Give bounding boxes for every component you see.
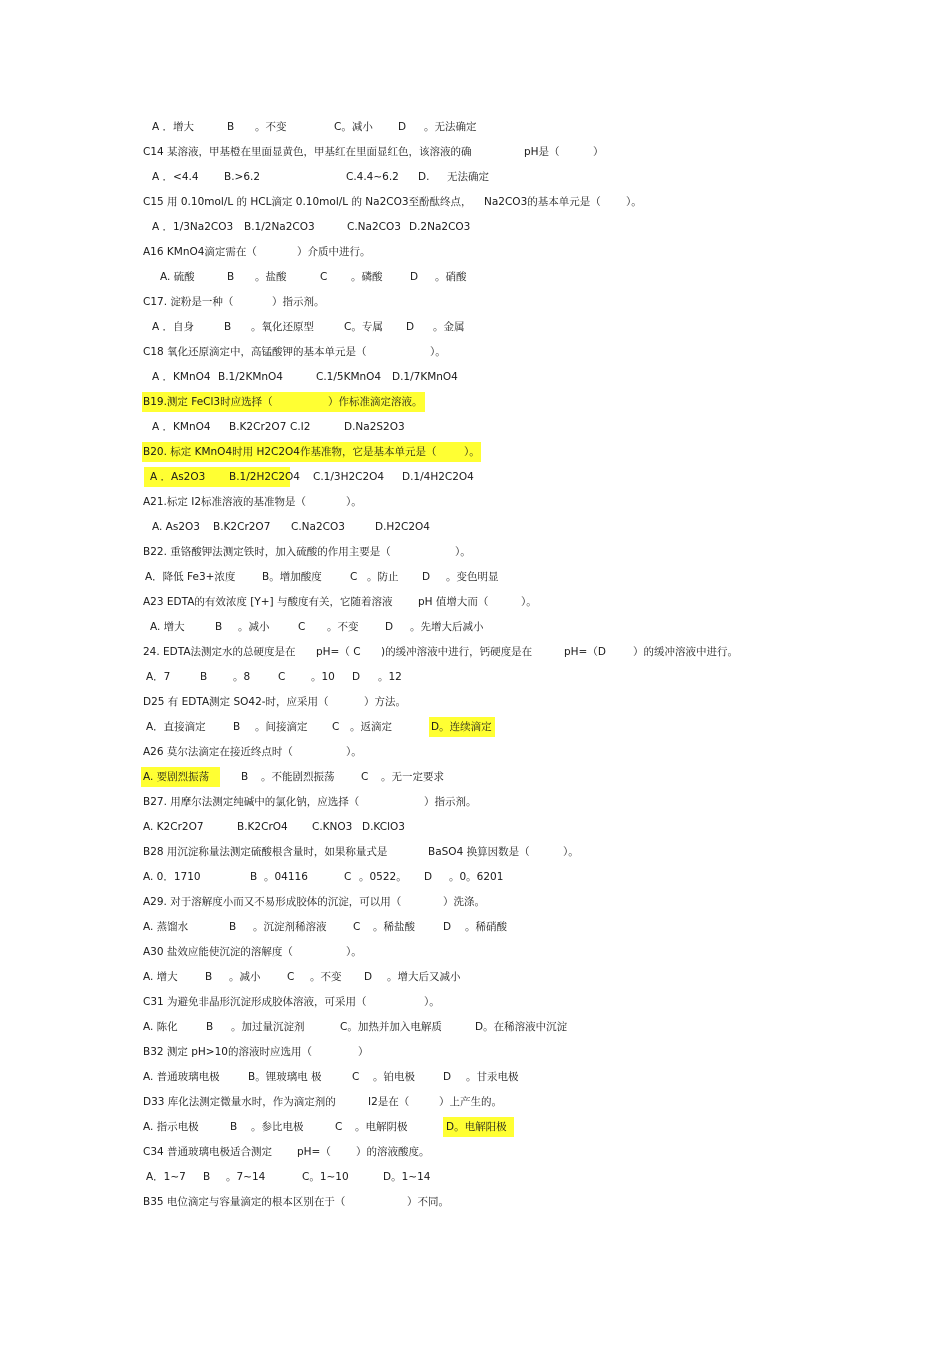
- option-a: A. 指示电极: [143, 1121, 199, 1133]
- option-c: C.KNO3: [312, 821, 353, 833]
- question-text: C14 某溶液，甲基橙在里面显黄色，甲基红在里面显红色，该溶液的确: [143, 146, 472, 158]
- option-b: B: [215, 621, 223, 633]
- question-text: C15 用 0.10mol/L 的 HCL滴定 0.10mol/L 的 Na2CO3至酚酞终点，: [143, 196, 472, 208]
- question-text: ）: [358, 1046, 369, 1058]
- option-d: D。电解阳极: [446, 1121, 507, 1133]
- question-text: C31 为避免非晶形沉淀形成胶体溶液，可采用（: [143, 996, 367, 1008]
- option-d-text: 。硝酸: [435, 271, 467, 283]
- option-c-text: 。铂电极: [373, 1071, 415, 1083]
- option-c: C。加热并加入电解质: [340, 1021, 442, 1033]
- option-b-text: 。不变: [255, 121, 287, 133]
- option-b: B: [205, 971, 213, 983]
- option-c: C。减小: [334, 121, 373, 133]
- option-c: C: [320, 271, 328, 283]
- option-c: C。专属: [344, 321, 383, 333]
- option-b: B: [233, 721, 241, 733]
- option-a: A. 要剧烈振荡: [143, 771, 210, 783]
- option-c-text: 。电解阴极: [355, 1121, 408, 1133]
- question-text: ）。: [346, 496, 362, 508]
- option-b: B: [250, 871, 258, 883]
- option-c-text: 。0522。: [359, 871, 407, 883]
- option-b-text: 。减小: [229, 971, 261, 983]
- question-text: A23 EDTA的有效浓度 [Y+] 与酸度有关，它随着溶液: [143, 596, 393, 608]
- question-text: pH=（ C: [316, 646, 361, 658]
- question-text: ）指示剂。: [272, 296, 325, 308]
- option-b: B.1/2Na2CO3: [244, 221, 315, 233]
- option-c: C: [350, 571, 358, 583]
- option-a: A ．<4.4: [152, 171, 199, 183]
- option-c: C.1/3H2C2O4: [313, 471, 385, 483]
- question-text: Na2CO3的基本单元是（: [484, 196, 601, 208]
- option-c: C: [335, 1121, 343, 1133]
- option-b-text: 。沉淀剂稀溶液: [253, 921, 327, 933]
- option-b: B.>6.2: [224, 171, 261, 183]
- question-text: ）。: [455, 546, 471, 558]
- option-c-text: 。防止: [367, 571, 399, 583]
- option-b: B.K2Cr2O7: [213, 521, 271, 533]
- option-d: D。1~14: [383, 1171, 431, 1183]
- option-d: D.: [418, 171, 430, 183]
- option-c-text: 。不变: [310, 971, 342, 983]
- option-d: D.H2C2O4: [375, 521, 430, 533]
- option-d-text: 。增大后又减小: [387, 971, 461, 983]
- option-b: B.1/2H2C2O4: [229, 471, 300, 483]
- option-d-text: 。变色明显: [446, 571, 499, 583]
- option-b: B.1/2KMnO4: [218, 371, 283, 383]
- option-c: C: [353, 921, 361, 933]
- option-b: B: [224, 321, 232, 333]
- option-b-text: 。参比电极: [251, 1121, 304, 1133]
- option-b: B: [206, 1021, 214, 1033]
- question-text: ）洗涤。: [443, 896, 485, 908]
- option-c: C: [344, 871, 352, 883]
- question-text: ）。: [626, 196, 642, 208]
- question-text: A21.标定 I2标准溶液的基准物是（: [143, 496, 306, 508]
- question-text: ）。: [346, 946, 362, 958]
- option-a: A ．1/3Na2CO3: [152, 221, 234, 233]
- question-text: A29. 对于溶解度小而又不易形成胶体的沉淀，可以用（: [143, 896, 402, 908]
- option-a: A. As2O3: [152, 521, 200, 533]
- option-d-text: 。12: [378, 671, 402, 683]
- question-text: C18 氧化还原滴定中，高锰酸钾的基本单元是（: [143, 346, 367, 358]
- option-a: A ．KMnO4: [152, 421, 211, 433]
- option-c-text: 。不变: [327, 621, 359, 633]
- option-d: D.KClO3: [362, 821, 405, 833]
- option-c: C: [287, 971, 295, 983]
- option-a: A. 蒸馏水: [143, 921, 189, 933]
- question-text: B20. 标定 KMnO4时用 H2C2O4作基准物，它是基本单元是（: [143, 446, 437, 458]
- question-text: ）作标准滴定溶液。: [328, 396, 423, 408]
- option-d: D.2Na2CO3: [409, 221, 471, 233]
- question-text: ）。: [563, 846, 579, 858]
- question-text: D25 有 EDTA测定 SO42-时，应采用（: [143, 696, 329, 708]
- question-text: ）。: [521, 596, 537, 608]
- option-b: B。增加酸度: [262, 571, 322, 583]
- option-c-text: 。返滴定: [350, 721, 392, 733]
- question-text: A30 盐效应能使沉淀的溶解度（: [143, 946, 293, 958]
- question-text: 24. EDTA法测定水的总硬度是在: [143, 646, 296, 658]
- question-text: C34 普通玻璃电极适合测定: [143, 1146, 273, 1158]
- option-a: A．1~7: [146, 1171, 186, 1183]
- option-c: C.Na2CO3: [347, 221, 401, 233]
- option-b-text: 。间接滴定: [255, 721, 308, 733]
- option-d: D。在稀溶液中沉淀: [475, 1021, 568, 1033]
- question-text: B27. 用摩尔法测定纯碱中的氯化钠，应选择（: [143, 796, 360, 808]
- option-c: C: [332, 721, 340, 733]
- option-d: D.1/4H2C2O4: [402, 471, 474, 483]
- option-c: C.1/5KMnO4: [316, 371, 382, 383]
- question-text: pH是（: [524, 146, 560, 158]
- option-d-text: 。无法确定: [424, 121, 477, 133]
- option-d-text: 无法确定: [447, 171, 489, 183]
- question-text: B22. 重铬酸钾法测定铁时，加入硫酸的作用主要是（: [143, 546, 391, 558]
- option-a: A. 普通玻璃电极: [143, 1071, 220, 1083]
- option-d: D: [385, 621, 394, 633]
- question-text: B28 用沉淀称量法测定硫酸根含量时，如果称量式是: [143, 846, 388, 858]
- question-text: D33 库化法测定微量水时，作为滴定剂的: [143, 1096, 336, 1108]
- question-text: ）方法。: [364, 696, 406, 708]
- question-text: ）。: [430, 346, 446, 358]
- option-b: B.K2Cr2O7: [229, 421, 287, 433]
- question-text: A26 莫尔法滴定在接近终点时（: [143, 746, 293, 758]
- option-d-text: 。0。6201: [449, 871, 504, 883]
- option-d: D: [422, 571, 431, 583]
- option-a: A ．As2O3: [150, 471, 206, 483]
- option-a: A. 陈化: [143, 1021, 178, 1033]
- option-c: C.Na2CO3: [291, 521, 345, 533]
- option-d: D: [352, 671, 361, 683]
- option-b: B: [227, 121, 235, 133]
- option-d: D: [443, 1071, 452, 1083]
- question-text: ）上产生的。: [439, 1096, 502, 1108]
- option-a: A. 增大: [143, 971, 178, 983]
- option-c: C。1~10: [302, 1171, 349, 1183]
- option-d-text: 。金属: [433, 321, 465, 333]
- question-text: pH=（: [297, 1146, 331, 1158]
- option-a: A ．自身: [152, 321, 195, 333]
- option-c-text: 。稀盐酸: [373, 921, 415, 933]
- option-b: B: [229, 921, 237, 933]
- option-a: A．7: [146, 671, 171, 683]
- question-text: A16 KMnO4滴定需在（: [143, 246, 257, 258]
- option-c: C: [298, 621, 306, 633]
- option-b-text: 。盐酸: [255, 271, 287, 283]
- option-a: A. 0．1710: [143, 871, 201, 883]
- question-text: )的缓冲溶液中进行，钙硬度是在: [381, 646, 533, 658]
- question-text: B32 测定 pH>10的溶液时应选用（: [143, 1046, 312, 1058]
- option-d: D.Na2S2O3: [344, 421, 405, 433]
- option-c-text: 。无一定要求: [381, 771, 444, 783]
- question-text: ）。: [424, 996, 440, 1008]
- option-b: B: [227, 271, 235, 283]
- option-b: B: [200, 671, 208, 683]
- option-b-text: 。不能剧烈振荡: [261, 771, 335, 783]
- option-a: A ．KMnO4: [152, 371, 211, 383]
- option-d: D: [424, 871, 433, 883]
- option-d: D.1/7KMnO4: [392, 371, 458, 383]
- question-text: ）。: [346, 746, 362, 758]
- option-a: A ．增大: [152, 121, 195, 133]
- question-text: ）的溶液酸度。: [356, 1146, 430, 1158]
- option-c: C: [361, 771, 369, 783]
- option-a: A．直接滴定: [146, 721, 206, 733]
- option-b: B: [203, 1171, 211, 1183]
- question-text: C17. 淀粉是一种（: [143, 296, 234, 308]
- question-text: B35 电位滴定与容量滴定的根本区别在于（: [143, 1196, 346, 1208]
- option-c-text: 。磷酸: [351, 271, 383, 283]
- option-c: C: [278, 671, 286, 683]
- question-text: pH=（D: [564, 646, 606, 658]
- option-b: B.K2CrO4: [237, 821, 288, 833]
- option-a: A. 硫酸: [160, 271, 195, 283]
- option-d: D: [364, 971, 373, 983]
- option-b-text: 。7~14: [226, 1171, 266, 1183]
- option-d: D。连续滴定: [431, 721, 492, 733]
- option-d-text: 。甘汞电极: [466, 1071, 519, 1083]
- option-b-text: 。04116: [264, 871, 308, 883]
- question-text: ）。: [464, 446, 480, 458]
- option-d: D: [398, 121, 407, 133]
- question-text: I2是在（: [368, 1096, 410, 1108]
- option-c: C: [352, 1071, 360, 1083]
- question-text: ）: [593, 146, 604, 158]
- question-text: B19.测定 FeCl3时应选择（: [143, 396, 273, 408]
- question-text: ）不同。: [407, 1196, 449, 1208]
- option-b-text: 。加过量沉淀剂: [231, 1021, 305, 1033]
- option-b-text: 。减小: [238, 621, 270, 633]
- option-d-text: 。稀硝酸: [465, 921, 507, 933]
- question-text: BaSO4 换算因数是（: [428, 846, 530, 858]
- option-b: B: [230, 1121, 238, 1133]
- option-b-text: 。8: [233, 671, 251, 683]
- option-c: C.I2: [290, 421, 311, 433]
- option-d-text: 。先增大后减小: [410, 621, 484, 633]
- option-c: C.4.4~6.2: [346, 171, 399, 183]
- question-text: pH 值增大而（: [418, 596, 489, 608]
- question-text: ）介质中进行。: [297, 246, 371, 258]
- option-c-text: 。10: [311, 671, 335, 683]
- question-text: ）的缓冲溶液中进行。: [633, 646, 738, 658]
- question-text: ）指示剂。: [424, 796, 477, 808]
- option-a: A．降低 Fe3+浓度: [145, 571, 236, 583]
- option-d: D: [406, 321, 415, 333]
- option-a: A. K2Cr2O7: [143, 821, 204, 833]
- option-d: D: [443, 921, 452, 933]
- option-b: B。锂玻璃电 极: [248, 1071, 322, 1083]
- option-b: B: [241, 771, 249, 783]
- option-a: A. 增大: [150, 621, 185, 633]
- option-d: D: [410, 271, 419, 283]
- option-b-text: 。氧化还原型: [251, 321, 314, 333]
